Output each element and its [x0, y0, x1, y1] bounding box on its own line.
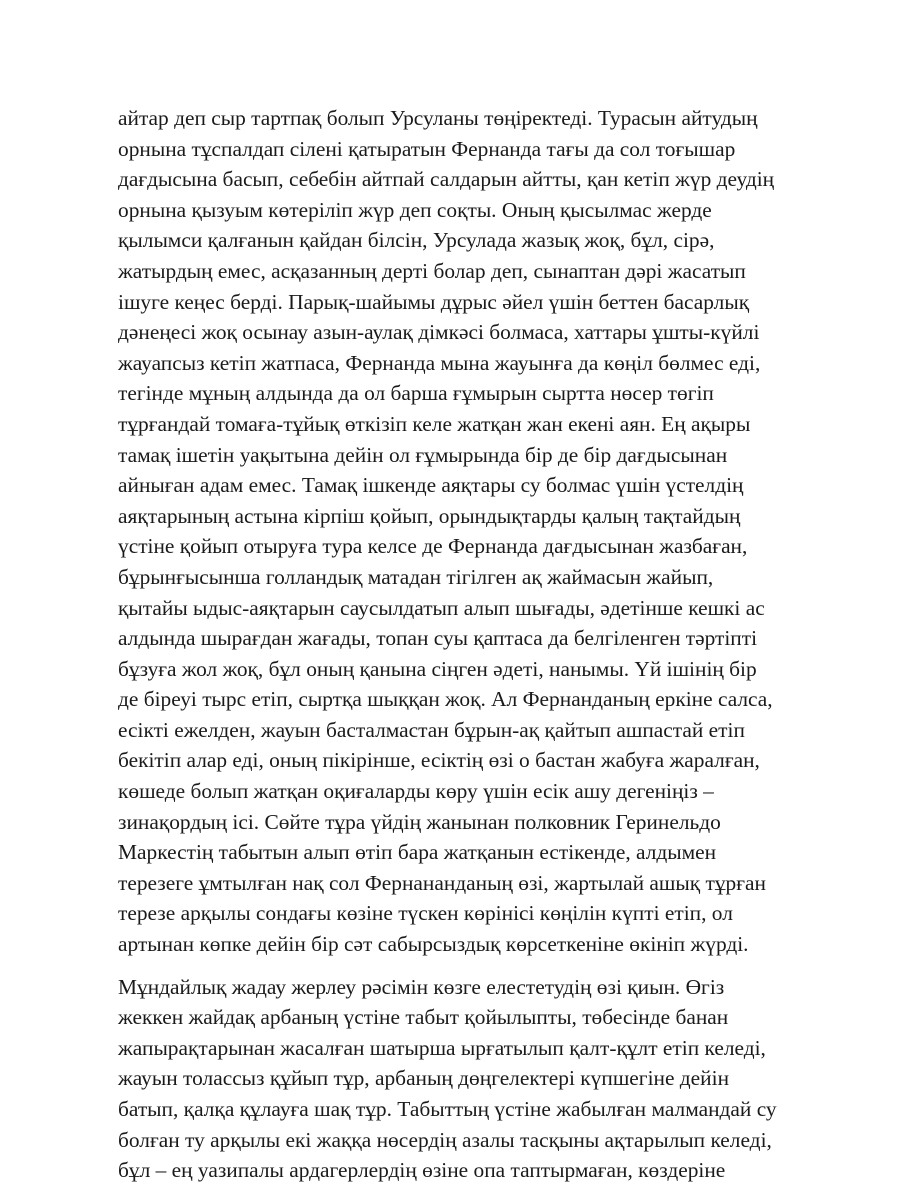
text-line: бұзуға жол жоқ, бұл оның қанына сіңген әдеті, нанымы. Үй ішінің бір: [118, 656, 757, 681]
text-line: жауын толассыз құйып тұр, арбаның дөңгелектері күпшегіне дейін: [118, 1066, 730, 1091]
text-line: жеккен жайдақ арбаның үстіне табыт қойылыпты, төбесінде банан: [118, 1005, 729, 1030]
text-line: артынан көпке дейін бір сәт сабырсыздық көрсеткеніне өкініп жүрді.: [118, 932, 749, 957]
text-line: айтар деп сыр тартпақ болып Урсуланы төңіректеді. Турасын айтудың: [118, 106, 758, 130]
text-line: бұрынғысынша голландық матадан тігілген ақ жаймасын жайып,: [118, 564, 714, 589]
text-line: Маркестің табытын алып өтіп бара жатқанын естікенде, алдымен: [118, 840, 717, 865]
text-line: алдында шырағдан жағады, топан суы қаптаса да белгіленген тәртіпті: [118, 626, 758, 651]
text-line: есікті ежелден, жауын басталмастан бұрын-ақ қайтып ашпастай етіп: [118, 717, 745, 742]
text-line: аяқтарының астына кірпіш қойып, орындықтарды қалың тақтайдың: [118, 503, 741, 528]
text-line: жапырақтарынан жасалған шатырша ырғатылып қалт-құлт етіп келеді,: [118, 1035, 766, 1060]
text-line: ішуге кеңес берді. Парық-шайымы дұрыс әйел үшін беттен басарлық: [118, 289, 750, 314]
paragraph-1: [118, 103, 808, 960]
text-line: терезеге ұмтылған нақ сол Фернананданың өзі, жартылай ашық тұрған: [118, 870, 766, 895]
text-line: де біреуі тырс етіп, сыртқа шыққан жоқ. Ал Фернанданың еркіне салса,: [118, 687, 773, 712]
document-page: [118, 103, 808, 1186]
text-line: көшеде болып жатқан оқиғаларды көру үшін есік ашу дегеніңіз –: [118, 779, 714, 804]
text-line: айныған адам емес. Тамақ ішкенде аяқтары су болмас үшін үстелдің: [118, 473, 744, 498]
text-line: тұрғандай томаға-тұйық өткізіп келе жатқан жан екені аян. Ең ақыры: [118, 411, 751, 436]
text-line: Мұндайлық жадау жерлеу рәсімін көзге елестетудің өзі қиын. Өгіз: [118, 974, 725, 999]
text-line: батып, қалқа құлауға шақ тұр. Табыттың үстіне жабылған малмандай су: [118, 1097, 777, 1121]
text-line: тегінде мұның алдында да ол барша ғұмырын сыртта нөсер төгіп: [118, 381, 714, 406]
text-line: жауапсыз кетіп жатпаса, Фернанда мына жауынға да көңіл бөлмес еді,: [118, 350, 761, 375]
text-line: қылымси қалғанын қайдан білсін, Урсулада жазық жоқ, бұл, сірә,: [118, 228, 715, 253]
text-line: зинақордың ісі. Сөйте тұра үйдің жанынан полковник Геринельдо: [118, 809, 721, 834]
paragraph-2: [118, 972, 808, 1186]
text-line: қытайы ыдыс-аяқтарын саусылдатып алып шығады, әдетінше кешкі ас: [118, 595, 765, 620]
text-line: орнына қызуым көтеріліп жүр деп соқты. Оның қысылмас жерде: [118, 197, 712, 222]
paragraph-gap: [118, 960, 808, 972]
text-line: тамақ ішетін уақытына дейін ол ғұмырында бір де бір дағдысынан: [118, 442, 728, 467]
text-line: жатырдың емес, асқазанның дерті болар деп, сынаптан дәрі жасатып: [118, 258, 746, 283]
text-line: үстіне қойып отыруға тура келсе де Фернанда дағдысынан жазбаған,: [118, 534, 748, 559]
text-line: орнына тұспалдап сілені қатыратын Фернанда тағы да сол тоғышар: [118, 136, 736, 161]
text-line: дағдысына басып, себебін айтпай салдарын айтты, қан кетіп жүр деудің: [118, 167, 775, 192]
text-line: терезе арқылы сондағы көзіне түскен көрінісі көңілін күпті етіп, ол: [118, 901, 733, 926]
text-line: бұл – ең уазипалы ардагерлердің өзіне опа таптырмаған, көздеріне: [118, 1158, 726, 1183]
text-line: дәнеңесі жоқ осынау азын-аулақ дімкәсі болмаса, хаттары ұшты-күйлі: [118, 320, 760, 345]
text-line: болған ту арқылы екі жаққа нөсердің азалы тасқыны ақтарылып келеді,: [118, 1127, 772, 1152]
text-line: бекітіп алар еді, оның пікірінше, есіктің өзі о бастан жабуға жаралған,: [118, 748, 760, 773]
